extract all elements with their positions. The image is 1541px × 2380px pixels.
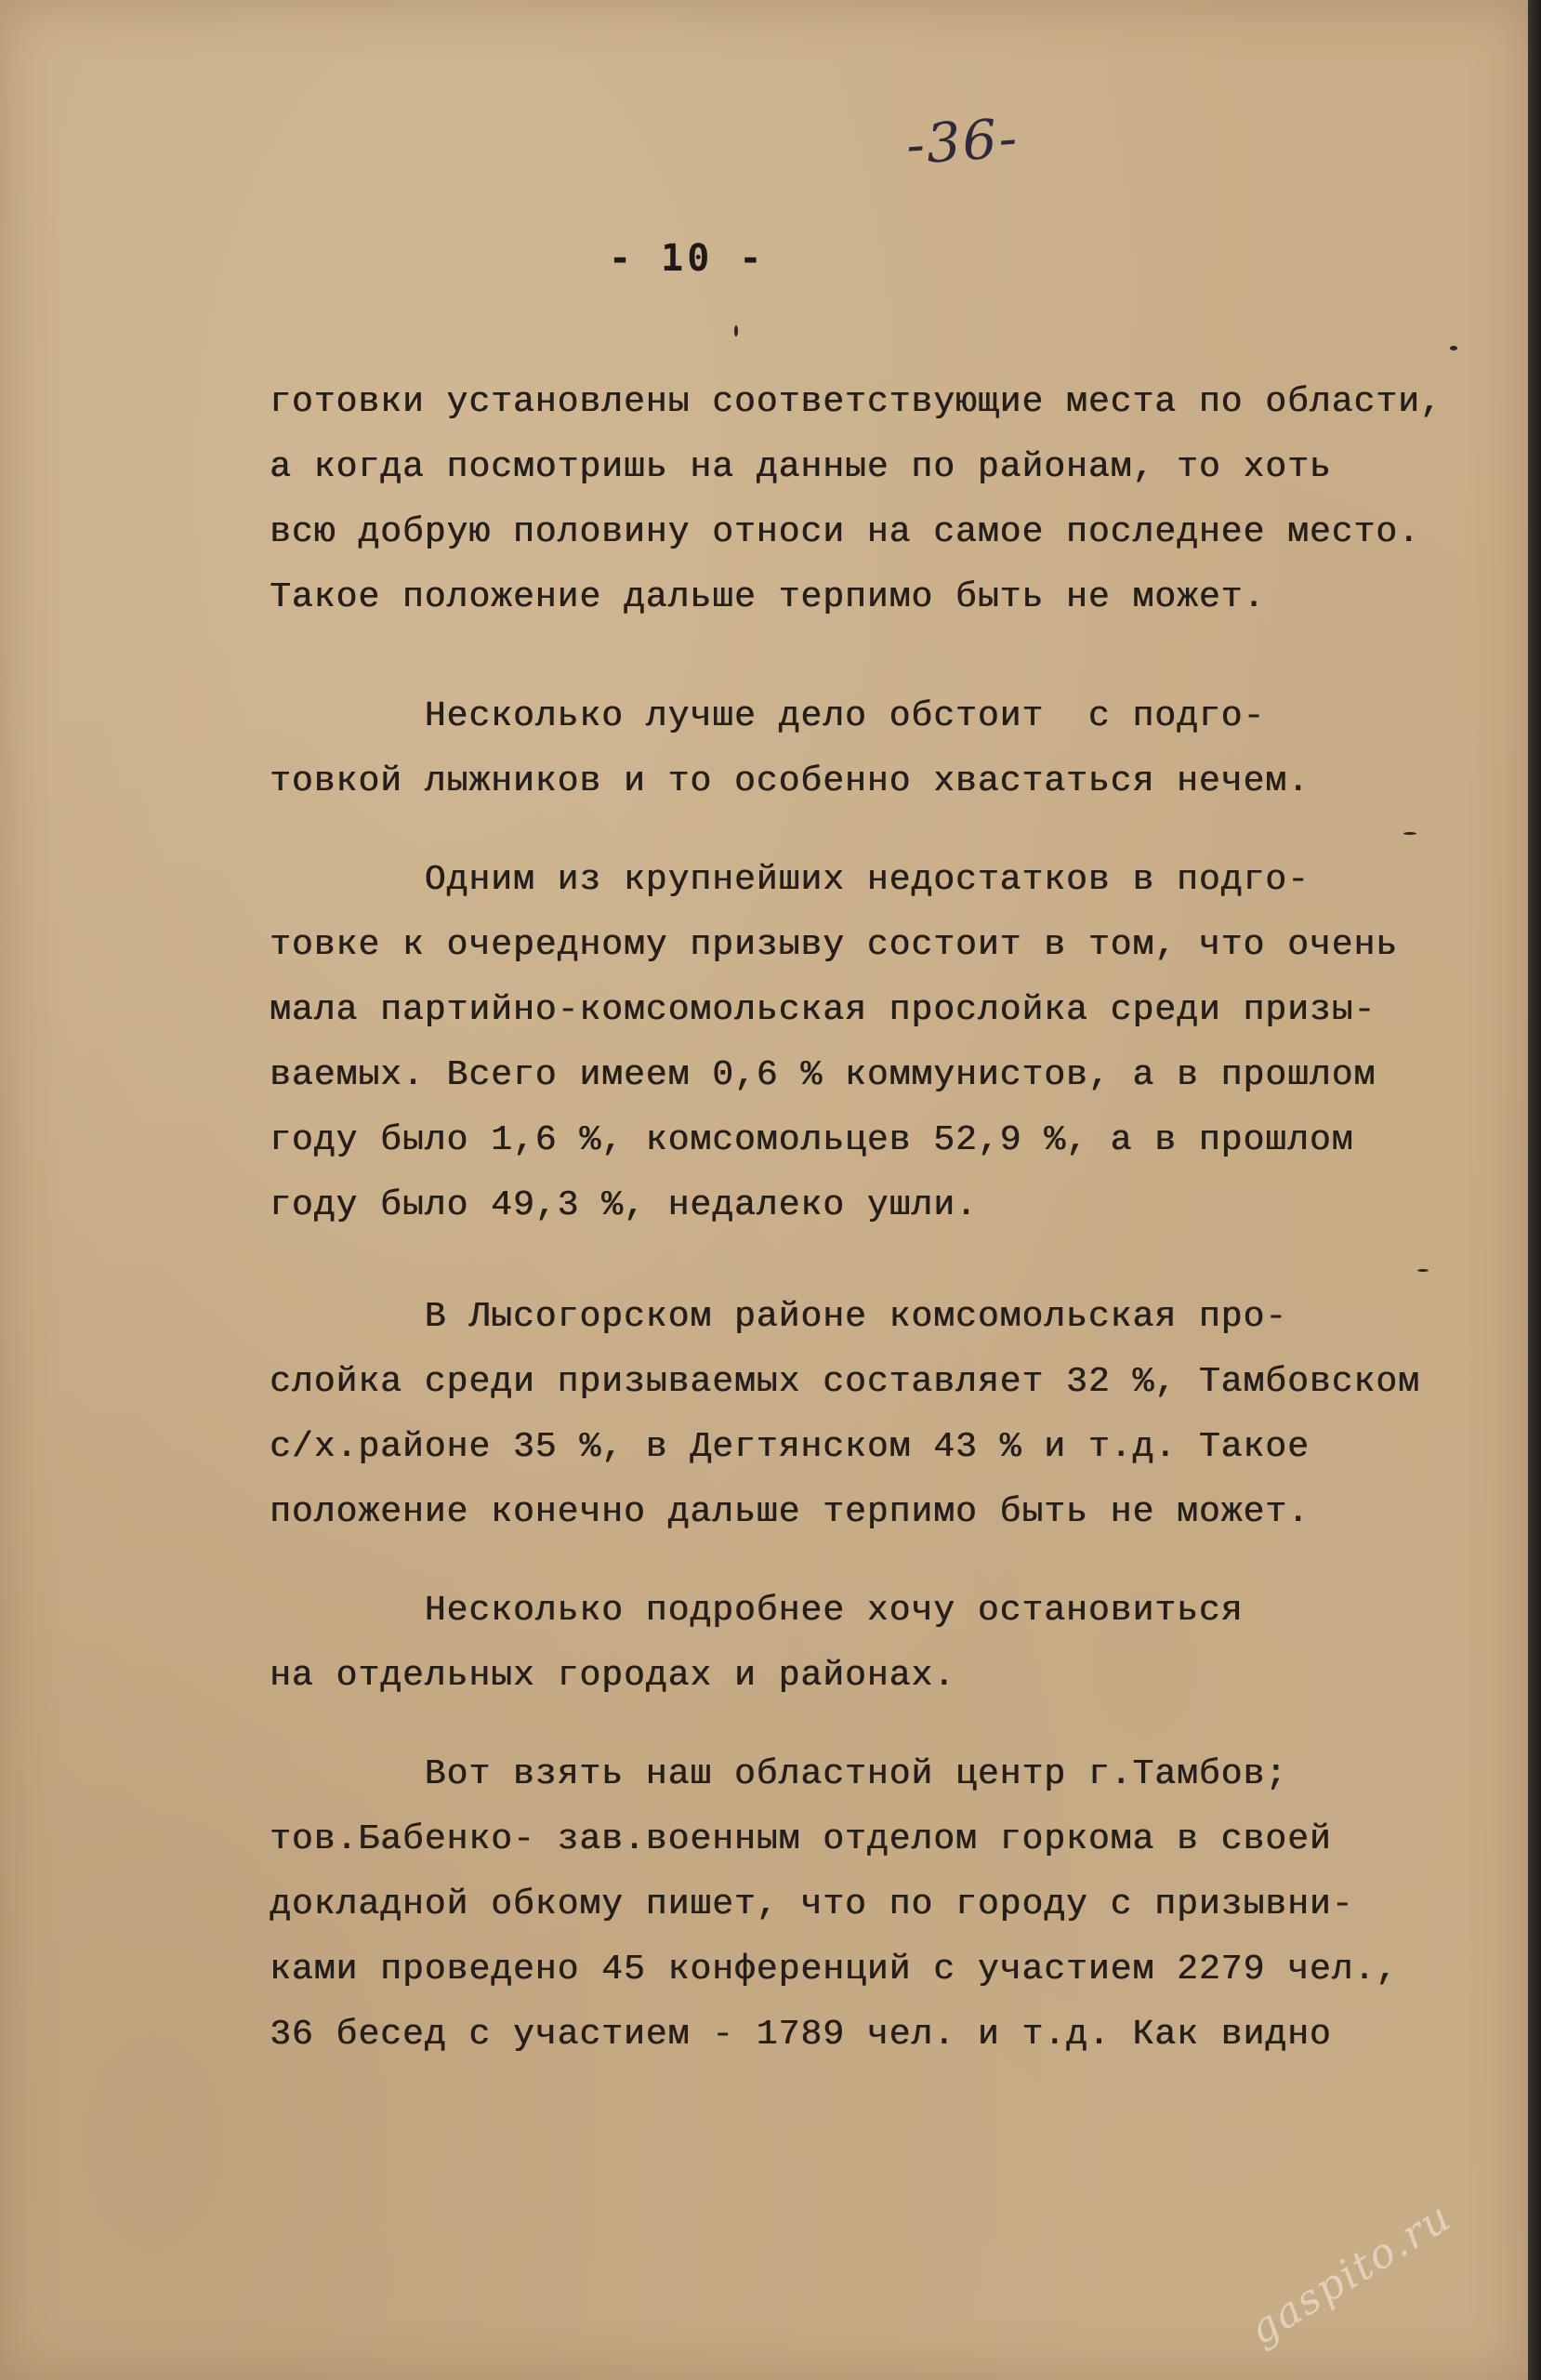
text-line: году было 1,6 %, комсомольцев 52,9 %, а в прошлом: [270, 1120, 1354, 1160]
text-line: Такое положение дальше терпимо быть не может.: [270, 577, 1266, 617]
text-line: товке к очередному призыву состоит в том, что очень: [270, 925, 1398, 965]
archive-page-number: -36-: [903, 105, 1021, 178]
text-line: тов.Бабенко- зав.военным отделом горкома в своей: [270, 1819, 1332, 1859]
text-line: готовки установлены соответствующие места по области,: [270, 382, 1442, 422]
text-line: товкой лыжников и то особенно хвастаться нечем.: [270, 761, 1310, 801]
text-line: В Лысогорском районе комсомольская про-: [270, 1297, 1287, 1337]
text-line: Одним из крупнейших недостатков в подго-: [270, 860, 1310, 900]
scan-edge: [1528, 0, 1541, 2380]
paragraph: [270, 684, 1478, 814]
text-line: положение конечно дальше терпимо быть не может.: [270, 1492, 1310, 1532]
typewritten-text: [270, 370, 1478, 2068]
text-line: докладной обкому пишет, что по городу с призывни-: [270, 1884, 1354, 1924]
text-line: ваемых. Всего имеем 0,6 % коммунистов, а в прошлом: [270, 1055, 1376, 1095]
paragraph: [270, 1742, 1478, 2068]
ink-speck: [734, 325, 738, 337]
ink-speck: [1403, 832, 1416, 835]
ink-speck: [1450, 346, 1457, 350]
text-line: на отдельных городах и районах.: [270, 1656, 955, 1696]
paragraph: [270, 370, 1478, 630]
watermark: gaspito.ru: [1241, 2192, 1460, 2355]
text-line: всю добрую половину относи на самое последнее место.: [270, 512, 1420, 552]
paragraph: [270, 1285, 1478, 1545]
paragraph: [270, 848, 1478, 1238]
text-line: ками проведено 45 конференций с участием 2279 чел.,: [270, 1950, 1398, 1990]
page-number: - 10 -: [609, 237, 766, 280]
text-line: 36 бесед с участием - 1789 чел. и т.д. Как видно: [270, 2015, 1332, 2055]
text-line: а когда посмотришь на данные по районам, то хоть: [270, 447, 1332, 487]
text-line: Несколько подробнее хочу остановиться: [270, 1591, 1244, 1631]
text-line: с/х.районе 35 %, в Дегтянском 43 % и т.д. Такое: [270, 1427, 1310, 1467]
text-line: слойка среди призываемых составляет 32 %, Тамбовском: [270, 1362, 1420, 1402]
text-line: мала партийно-комсомольская прослойка среди призы-: [270, 990, 1376, 1030]
paragraph: [270, 1579, 1478, 1709]
text-line: Вот взять наш областной центр г.Тамбов;: [270, 1754, 1287, 1794]
text-line: году было 49,3 %, недалеко ушли.: [270, 1185, 978, 1225]
ink-speck: [1417, 1269, 1429, 1272]
text-line: Несколько лучше дело обстоит с подго-: [270, 696, 1266, 736]
